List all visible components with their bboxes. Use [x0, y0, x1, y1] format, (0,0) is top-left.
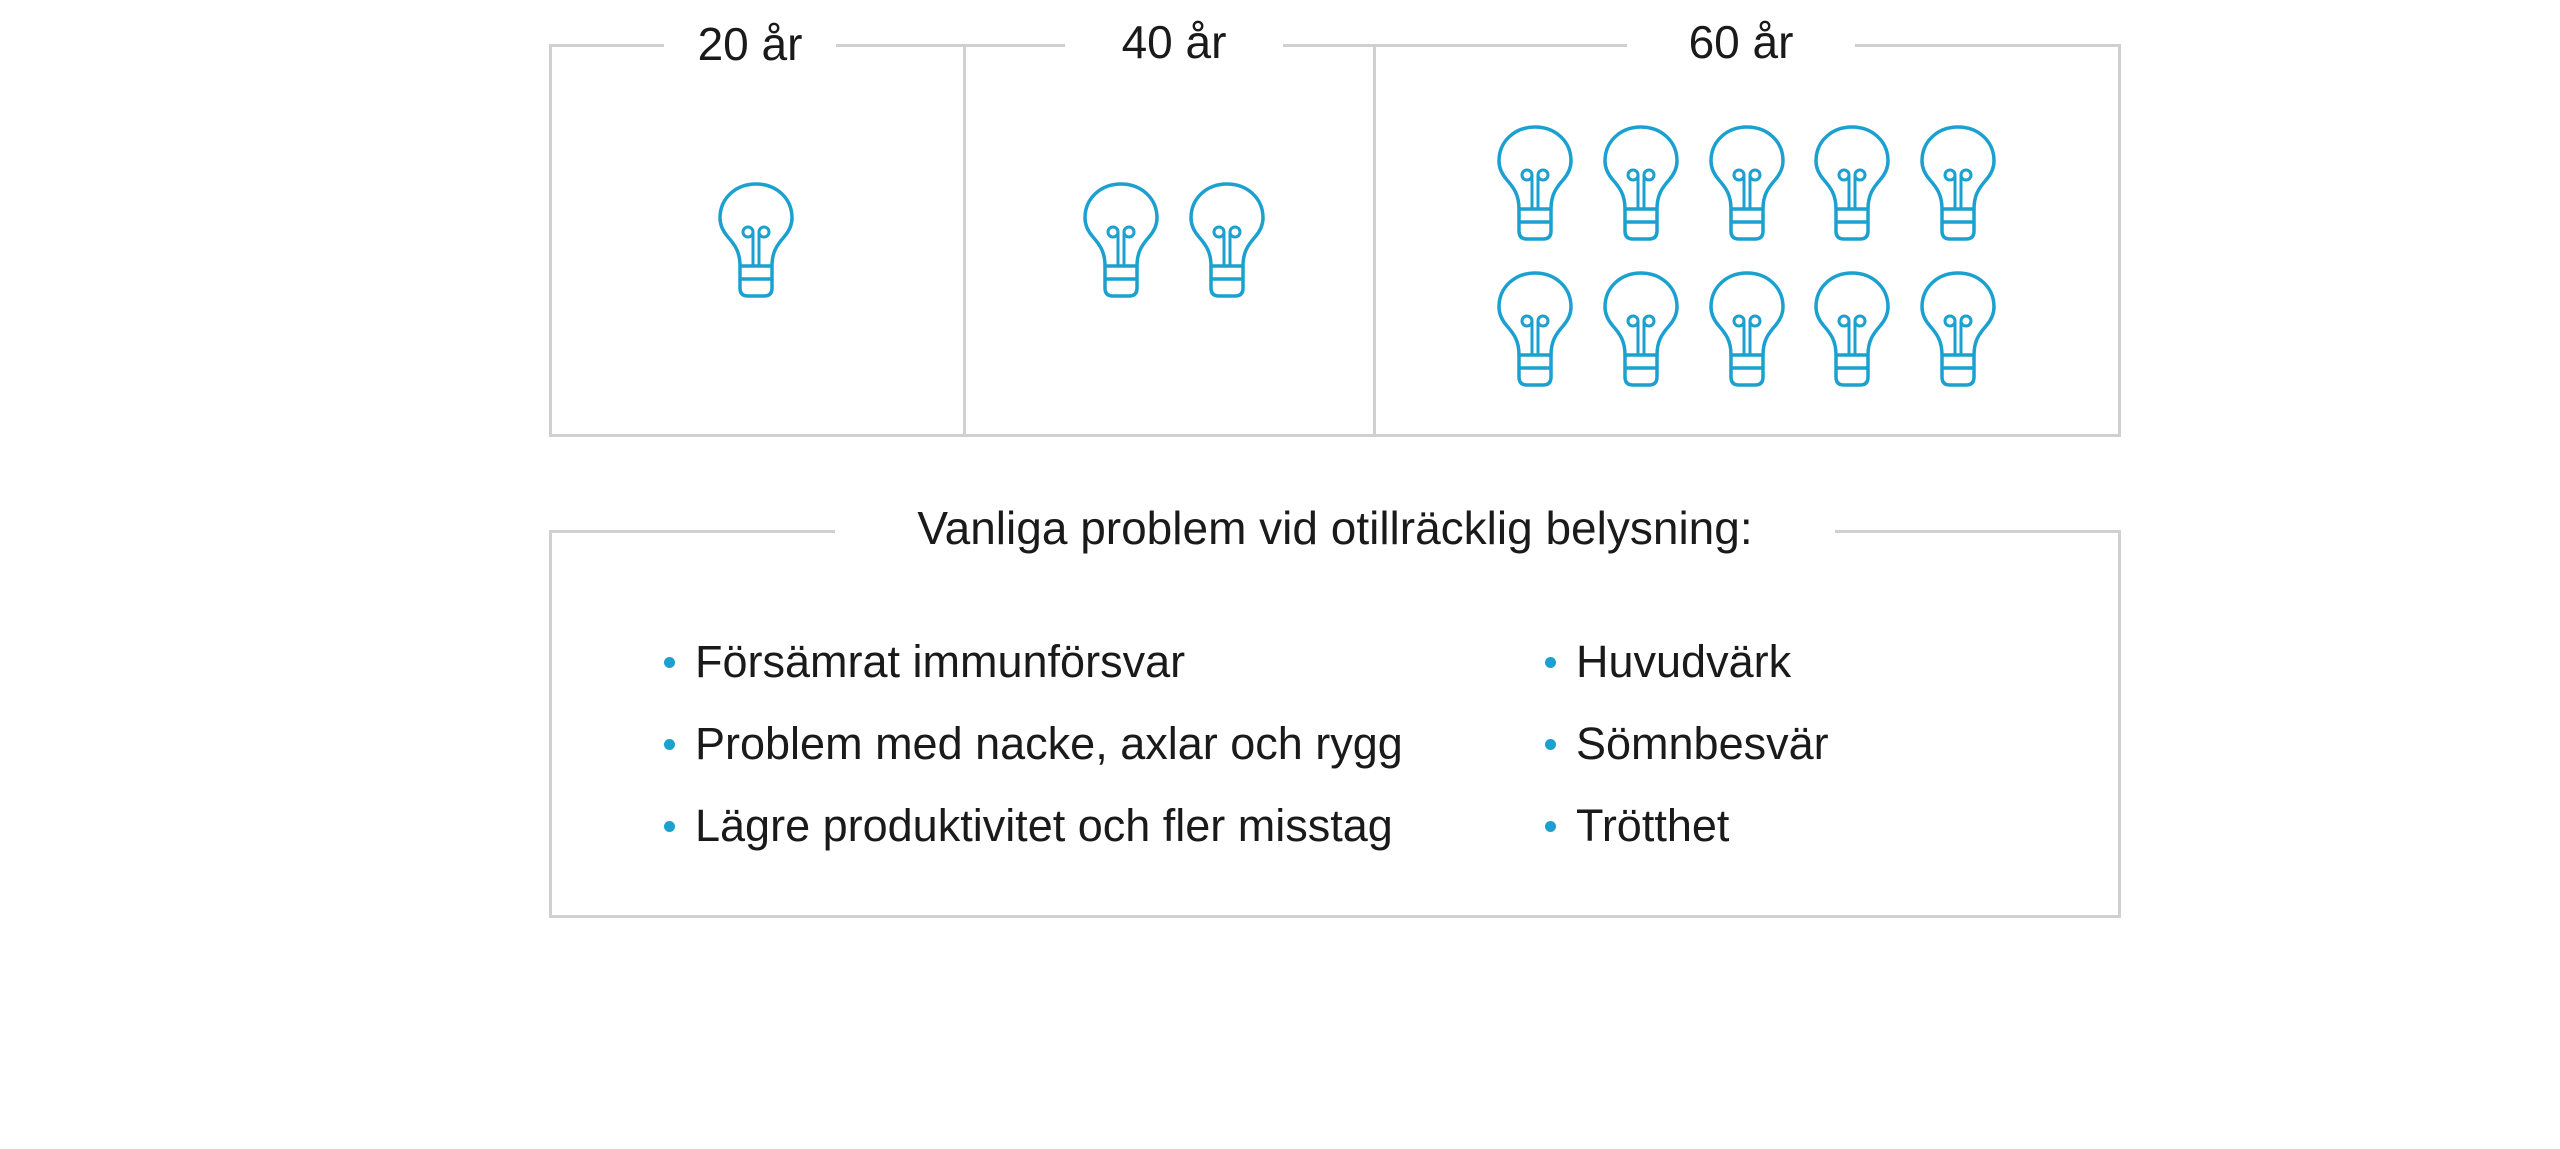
lightbulb-icon	[1708, 271, 1786, 389]
age-label-40: 40 år	[1065, 14, 1283, 70]
age-label-20: 20 år	[664, 16, 836, 72]
list-item	[1545, 785, 1829, 867]
bullet-dot	[1545, 821, 1556, 832]
problems-title: Vanliga problem vid otillräcklig belysning:	[835, 498, 1835, 558]
age-label-60: 60 år	[1627, 14, 1855, 70]
list-item	[1545, 621, 1829, 703]
lightbulb-icon	[1082, 182, 1160, 300]
problem-list-left	[664, 621, 1403, 867]
lightbulb-icon	[717, 182, 795, 300]
problem-text: Trötthet	[1576, 800, 1730, 851]
bullet-dot	[664, 821, 675, 832]
bullet-dot	[664, 657, 675, 668]
lightbulb-icon	[1602, 271, 1680, 389]
problem-text: Försämrat immunförsvar	[695, 636, 1186, 687]
list-item	[664, 785, 1403, 867]
list-item	[1545, 703, 1829, 785]
lightbulb-icon	[1708, 125, 1786, 243]
lightbulb-icon	[1496, 271, 1574, 389]
problem-text: Sömnbesvär	[1576, 718, 1829, 769]
problem-text: Lägre produktivitet och fler misstag	[695, 800, 1393, 851]
problem-list-right	[1545, 621, 1829, 867]
age-panel-divider	[963, 44, 966, 437]
bullet-dot	[664, 739, 675, 750]
list-item	[664, 703, 1403, 785]
list-item	[664, 621, 1403, 703]
lightbulb-icon	[1602, 125, 1680, 243]
age-panel-divider	[1373, 44, 1376, 437]
bullet-dot	[1545, 739, 1556, 750]
lightbulb-icon	[1813, 271, 1891, 389]
lightbulb-icon	[1919, 125, 1997, 243]
lightbulb-icon	[1496, 125, 1574, 243]
problem-text: Huvudvärk	[1576, 636, 1792, 687]
lightbulb-icon	[1919, 271, 1997, 389]
lightbulb-icon	[1813, 125, 1891, 243]
problem-text: Problem med nacke, axlar och rygg	[695, 718, 1403, 769]
bullet-dot	[1545, 657, 1556, 668]
lightbulb-icon	[1188, 182, 1266, 300]
